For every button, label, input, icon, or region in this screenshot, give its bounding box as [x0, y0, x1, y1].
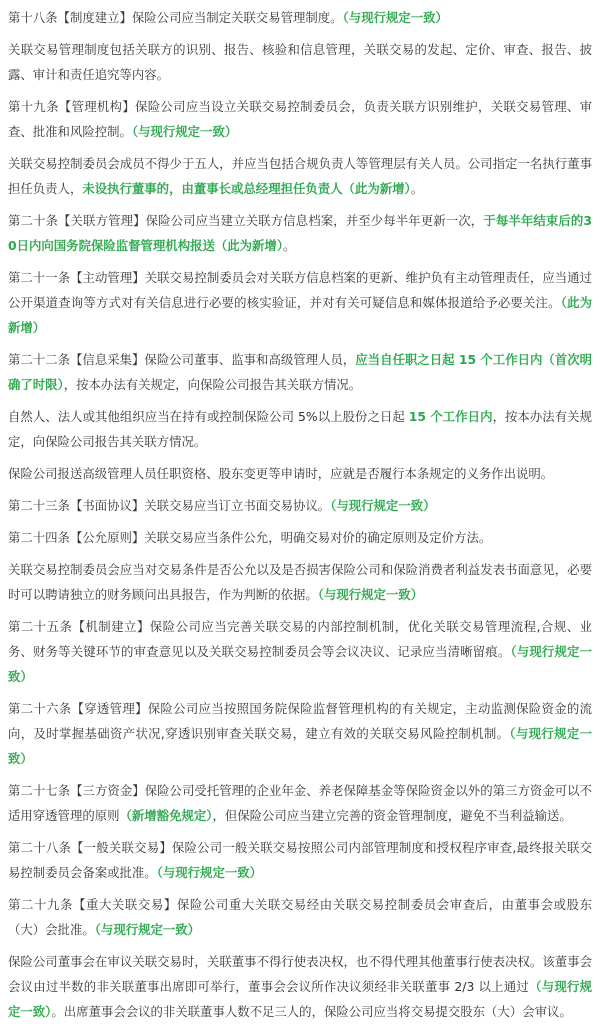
paragraph — [8, 949, 592, 1024]
paragraph — [8, 404, 592, 454]
highlight-segment: （新增豁免规定） — [119, 808, 213, 823]
text-segment: 第十九条【管理机构】保险公司应当设立关联交易控制委员会，负责关联方识别维护，关联交易管理、审查、批准和风险控制。 — [8, 99, 592, 139]
text-segment: 关联交易控制委员会应当对交易条件是否公允以及是否损害保险公司和保险消费者利益发表书面意见，必要时可以聘请独立的财务顾问出具报告，作为判断的依据。 — [8, 562, 592, 602]
highlight-segment: 未设执行董事的，由董事长或总经理担任负责人（此为新增） — [82, 181, 411, 196]
text-segment: 关联交易控制委员会成员不得少于五人，并应当包括合规负责人等管理层有关人员。公司指定一名执行董事担任负责人， — [8, 156, 592, 196]
text-segment: 第二十七条【三方资金】保险公司受托管理的企业年金、养老保障基金等保险资金以外的第三方资金可以不适用穿透管理的原则 — [8, 783, 592, 823]
highlight-segment: （此为新增） — [8, 295, 593, 335]
text-segment: ，但保险公司应当建立完善的资金管理制度，避免不当利益输送。 — [212, 808, 572, 823]
text-segment: ，按本办法有关规定，向保险公司报告其关联方情况。 — [63, 377, 362, 392]
text-segment: 第二十一条【主动管理】关联交易控制委员会对关联方信息档案的更新、维护负有主动管理责任，应当通过公开渠道查询等方式对有关信息进行必要的核实验证，并对有关可疑信息和媒体报道给予必要关注。 — [8, 270, 592, 310]
paragraph — [8, 557, 592, 607]
paragraph — [8, 461, 592, 486]
text-segment: 第二十五条【机制建立】保险公司应当完善关联交易的内部控制机制，优化关联交易管理流程,合规、业务、财务等关键环节的审查意见以及关联交易控制委员会等会议决议、记录应当清晰留痕。 — [8, 619, 592, 659]
highlight-segment: （与现行规定一致） — [156, 865, 263, 880]
highlight-segment: 于每半年结束后的30日内向国务院保险监督管理机构报送（此为新增） — [8, 213, 592, 253]
paragraph — [8, 892, 592, 942]
highlight-segment: （与现行规定一致） — [8, 979, 592, 1019]
text-segment: 。 — [283, 238, 296, 253]
paragraph — [8, 265, 592, 340]
paragraph — [8, 5, 592, 30]
paragraph — [8, 151, 592, 201]
highlight-segment: 应当自任职之日起 15 个工作日内（首次明确了时限） — [8, 352, 593, 392]
text-segment: 第十八条【制度建立】保险公司应当制定关联交易管理制度。 — [8, 10, 343, 25]
text-segment: 第二十四条【公允原则】关联交易应当条件公允，明确交易对价的确定原则及定价方法。 — [8, 530, 492, 545]
text-segment: 保险公司报送高级管理人员任职资格、股东变更等申请时，应就是否履行本条规定的义务作出说明。 — [8, 466, 554, 481]
text-segment: 。 — [410, 181, 424, 196]
paragraph — [8, 525, 592, 550]
highlight-segment: （与现行规定一致） — [342, 10, 448, 25]
paragraph — [8, 778, 592, 828]
text-segment: 。出席董事会会议的非关联董事人数不足三人的，保险公司应当将交易提交股东（大）会审议。 — [51, 1004, 572, 1019]
paragraph — [8, 347, 592, 397]
paragraph — [8, 493, 592, 518]
text-segment: 自然人、法人或其他组织应当在持有或控制保险公司 5%以上股份之日起 — [8, 409, 409, 424]
text-segment: ，按本办法有关规定，向保险公司报告其关联方情况。 — [8, 409, 593, 449]
highlight-segment: （与现行规定一致） — [8, 644, 592, 684]
paragraph — [8, 37, 592, 87]
highlight-segment: （与现行规定一致） — [8, 726, 592, 766]
text-segment: 第二十九条【重大关联交易】保险公司重大关联交易经由关联交易控制委员会审查后，由董事会或股东（大）会批准。 — [8, 897, 592, 937]
text-segment: 第二十六条【穿透管理】保险公司应当按照国务院保险监督管理机构的有关规定，主动监测保险资金的流向，及时掌握基础资产状况,穿透识别审查关联交易，建立有效的关联交易风险控制机制。 — [8, 701, 592, 741]
highlight-segment: （与现行规定一致） — [94, 922, 201, 937]
text-segment: 第二十八条【一般关联交易】保险公司一般关联交易按照公司内部管理制度和授权程序审查,最终报关联交易控制委员会备案或批准。 — [8, 840, 592, 880]
text-segment: 保险公司董事会在审议关联交易时，关联董事不得行使表决权，也不得代理其他董事行使表决权。该董事会会议由过半数的非关联董事出席即可举行，董事会会议所作决议须经非关联董事 2/3 以上通过 — [8, 954, 592, 994]
paragraph — [8, 614, 592, 689]
paragraph — [8, 696, 592, 771]
paragraph — [8, 94, 592, 144]
text-segment: 第二十二条【信息采集】保险公司董事、监事和高级管理人员， — [8, 352, 356, 367]
text-segment: 第二十三条【书面协议】关联交易应当订立书面交易协议。 — [8, 498, 331, 513]
highlight-segment: （与现行规定一致） — [131, 124, 238, 139]
paragraph — [8, 208, 592, 258]
text-segment: 关联交易管理制度包括关联方的识别、报告、核验和信息管理，关联交易的发起、定价、审查、报告、披露、审计和责任追究等内容。 — [8, 42, 592, 82]
text-segment: 第二十条【关联方管理】保险公司应当建立关联方信息档案，并至少每半年更新一次， — [8, 213, 484, 228]
paragraph — [8, 835, 592, 885]
highlight-segment: （与现行规定一致） — [317, 587, 424, 602]
highlight-segment: 15 个工作日内 — [408, 409, 493, 424]
highlight-segment: （与现行规定一致） — [330, 498, 436, 513]
